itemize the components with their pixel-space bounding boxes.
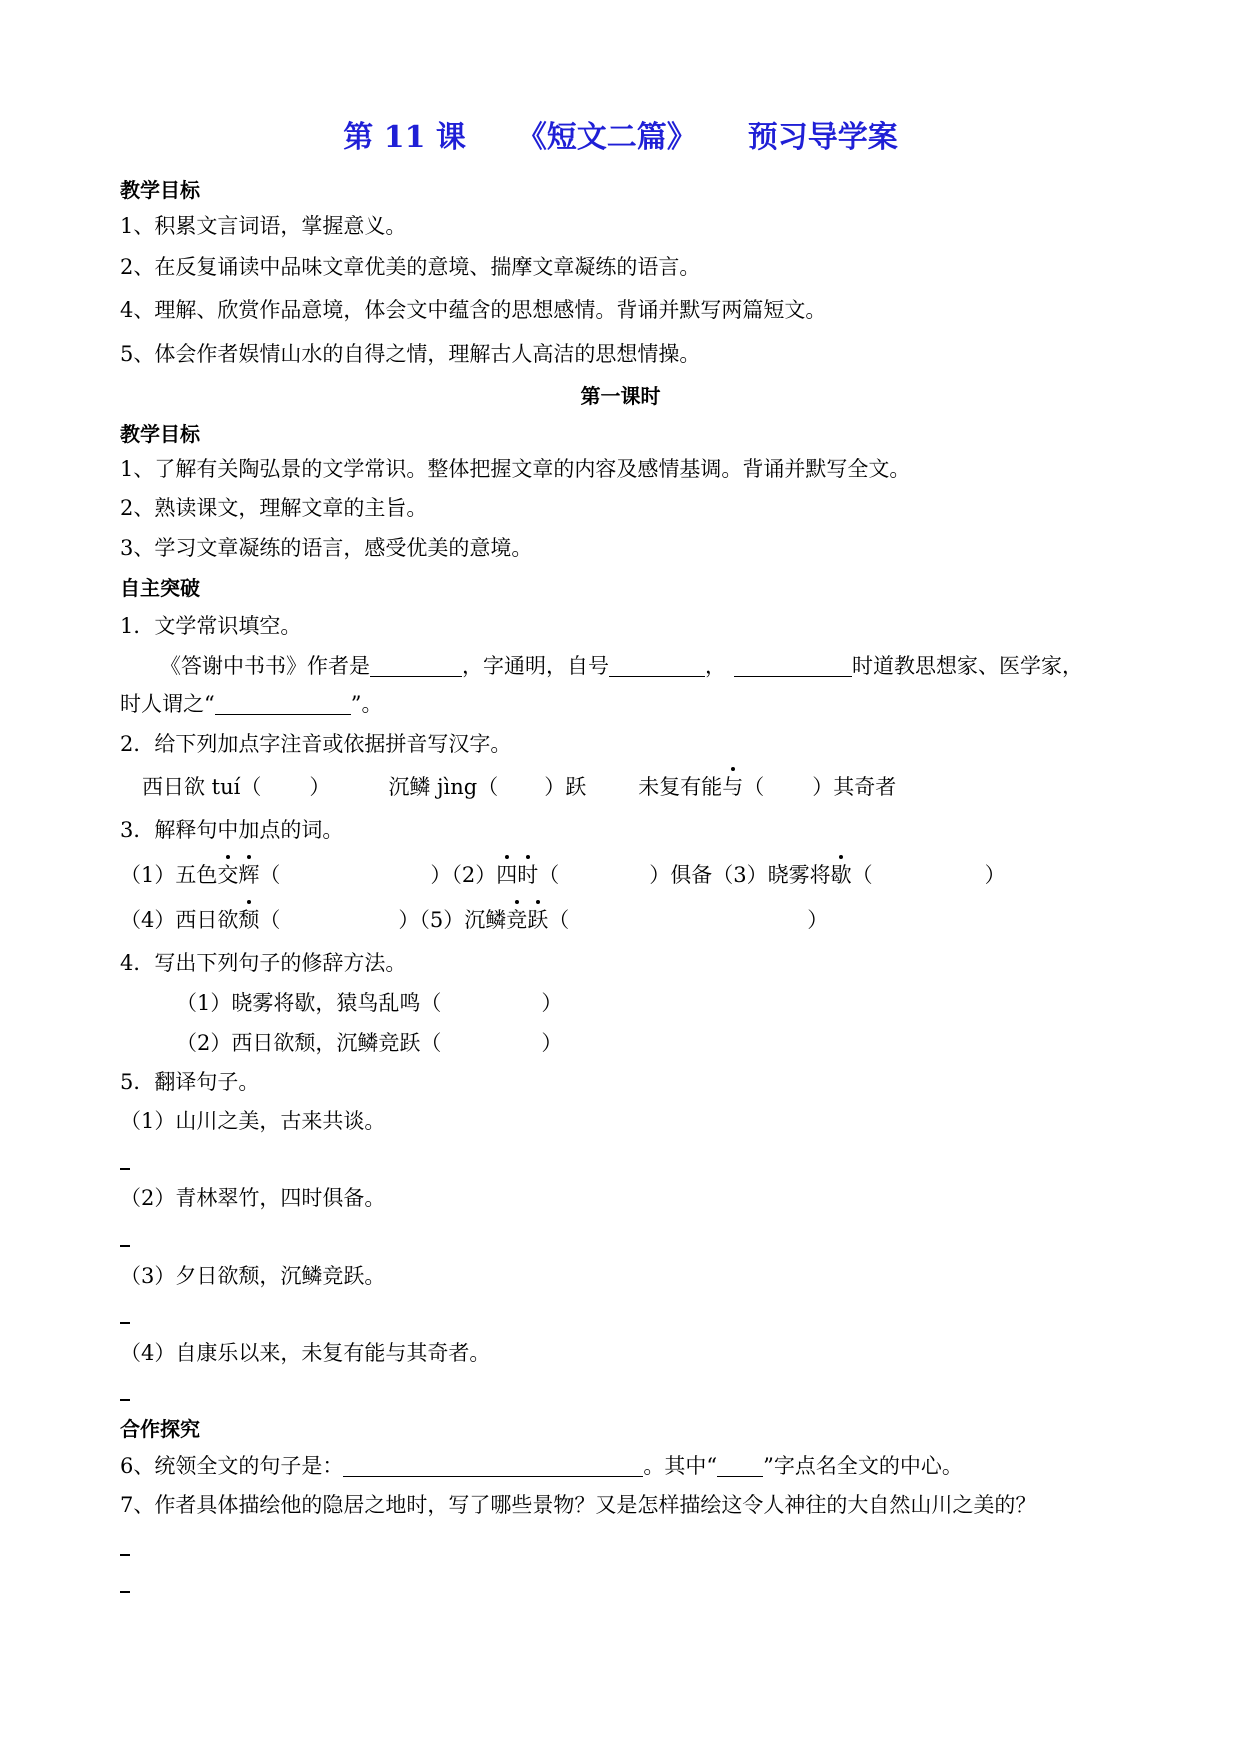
goal2-item: 3、学习文章凝练的语言，感受优美的意境。	[120, 536, 533, 560]
q4-text: （1）晓雾将歇，猿鸟乱鸣（	[176, 991, 442, 1015]
q5-item: （3）夕日欲颓，沉鳞竞跃。	[120, 1264, 386, 1288]
q3-text: （1）五色	[120, 863, 218, 887]
q3-text: （4）西日欲	[120, 908, 239, 932]
dotted-char: 歇	[830, 863, 852, 887]
alias-blank[interactable]	[609, 654, 705, 677]
q3-text: ）俱备（3）晓雾将	[649, 863, 831, 887]
dotted-char: 跃	[527, 908, 549, 932]
q5-item: （4）自康乐以来，未复有能与其奇者。	[120, 1341, 491, 1365]
q6	[120, 1452, 963, 1480]
self-heading: 自主突破	[120, 576, 200, 600]
q5-item: （2）青林翠竹，四时俱备。	[120, 1186, 386, 1210]
goal2-item: 1、了解有关陶弘景的文学常识。整体把握文章的内容及感情基调。背诵并默写全文。	[120, 457, 911, 481]
author-blank[interactable]	[370, 654, 462, 677]
q1-text: 时道教思想家、医学家，	[852, 654, 1083, 678]
q3-text: ）（5）沉鳞	[398, 908, 507, 932]
dotted-char: 与	[722, 775, 744, 799]
main-sentence-blank[interactable]	[343, 1454, 643, 1477]
q2-text: （	[743, 775, 765, 799]
dynasty-blank[interactable]	[734, 654, 852, 677]
q6-text: 。其中“	[643, 1454, 718, 1478]
answer-line[interactable]	[120, 1399, 130, 1401]
q7: 7、作者具体描绘他的隐居之地时，写了哪些景物？又是怎样描绘这令人神往的大自然山川之美的？	[120, 1493, 1037, 1517]
nickname-blank[interactable]	[215, 692, 351, 715]
q5-label: 5．翻译句子。	[120, 1070, 260, 1094]
answer-line[interactable]	[120, 1554, 130, 1556]
q1-text: 时人谓之“	[120, 692, 215, 716]
title-book: 《短文二篇》	[516, 120, 697, 155]
dotted-char: 辉	[238, 863, 260, 887]
q4-text: ）	[541, 1031, 563, 1055]
q2-text: 西日欲 tuí（	[142, 775, 262, 799]
q1-label: 1．文学常识填空。	[120, 614, 302, 638]
answer-line[interactable]	[120, 1322, 130, 1324]
answer-line[interactable]	[120, 1591, 130, 1593]
q3-text: （	[538, 863, 560, 887]
q5-item: （1）山川之美，古来共谈。	[120, 1109, 386, 1133]
dotted-char: 交	[217, 863, 239, 887]
q1-line2	[120, 690, 383, 718]
dotted-char: 四	[496, 863, 518, 887]
goal-item: 2、在反复诵读中品味文章优美的意境、揣摩文章凝练的语言。	[120, 255, 701, 279]
coop-heading: 合作探究	[120, 1417, 200, 1441]
q1-text: ，	[705, 654, 726, 678]
q1-text: ，字通明，自号	[462, 654, 609, 678]
answer-line[interactable]	[120, 1245, 130, 1247]
q3-text: （	[548, 908, 570, 932]
q2-text: ）其奇者	[812, 775, 897, 799]
q6-text: ”字点名全文的中心。	[763, 1454, 963, 1478]
q2-text: 沉鳞 jìng（	[388, 775, 499, 799]
goal2-item: 2、熟读课文，理解文章的主旨。	[120, 496, 428, 520]
q3-text: ）	[807, 908, 829, 932]
q1-text: ”。	[350, 692, 383, 716]
q1-text: 《答谢中书书》作者是	[160, 654, 370, 678]
q3-row2	[120, 906, 828, 934]
q4-label: 4．写出下列句子的修辞方法。	[120, 951, 407, 975]
q6-text: 6、统领全文的句子是：	[120, 1454, 344, 1478]
q3-label: 3．解释句中加点的词。	[120, 818, 344, 842]
goal-item: 1、积累文言词语，掌握意义。	[120, 214, 407, 238]
q2-text: ）跃	[544, 775, 587, 799]
q3-text: ）	[984, 863, 1006, 887]
key-char-blank[interactable]	[717, 1454, 763, 1477]
goals2-heading: 教学目标	[120, 422, 200, 446]
period-heading: 第一课时	[580, 384, 661, 408]
goals-heading: 教学目标	[120, 178, 200, 202]
q1-line1	[160, 652, 1083, 680]
q2-text: ）	[309, 775, 331, 799]
dotted-char: 竞	[506, 908, 528, 932]
q4-item1	[176, 989, 562, 1017]
page-title	[0, 118, 1241, 158]
q3-text: （	[851, 863, 873, 887]
dotted-char: 颓	[238, 908, 260, 932]
q3-text: （	[259, 863, 281, 887]
q2-items	[142, 773, 896, 801]
q2-label: 2．给下列加点字注音或依据拼音写汉字。	[120, 732, 512, 756]
title-subtitle: 预习导学案	[747, 120, 898, 155]
q3-text: （	[259, 908, 281, 932]
q3-text: ）（2）	[430, 863, 497, 887]
goal-item: 4、理解、欣赏作品意境，体会文中蕴含的思想感情。背诵并默写两篇短文。	[120, 298, 827, 322]
title-lesson: 第 11 课	[343, 120, 466, 155]
q3-row1	[120, 861, 1006, 889]
q4-text: ）	[541, 991, 563, 1015]
goal-item: 5、体会作者娱情山水的自得之情，理解古人高洁的思想情操。	[120, 342, 701, 366]
q4-item2	[176, 1029, 562, 1057]
answer-line[interactable]	[120, 1168, 130, 1170]
dotted-char: 时	[517, 863, 539, 887]
q4-text: （2）西日欲颓，沉鳞竞跃（	[176, 1031, 442, 1055]
q2-text: 未复有能	[638, 775, 723, 799]
